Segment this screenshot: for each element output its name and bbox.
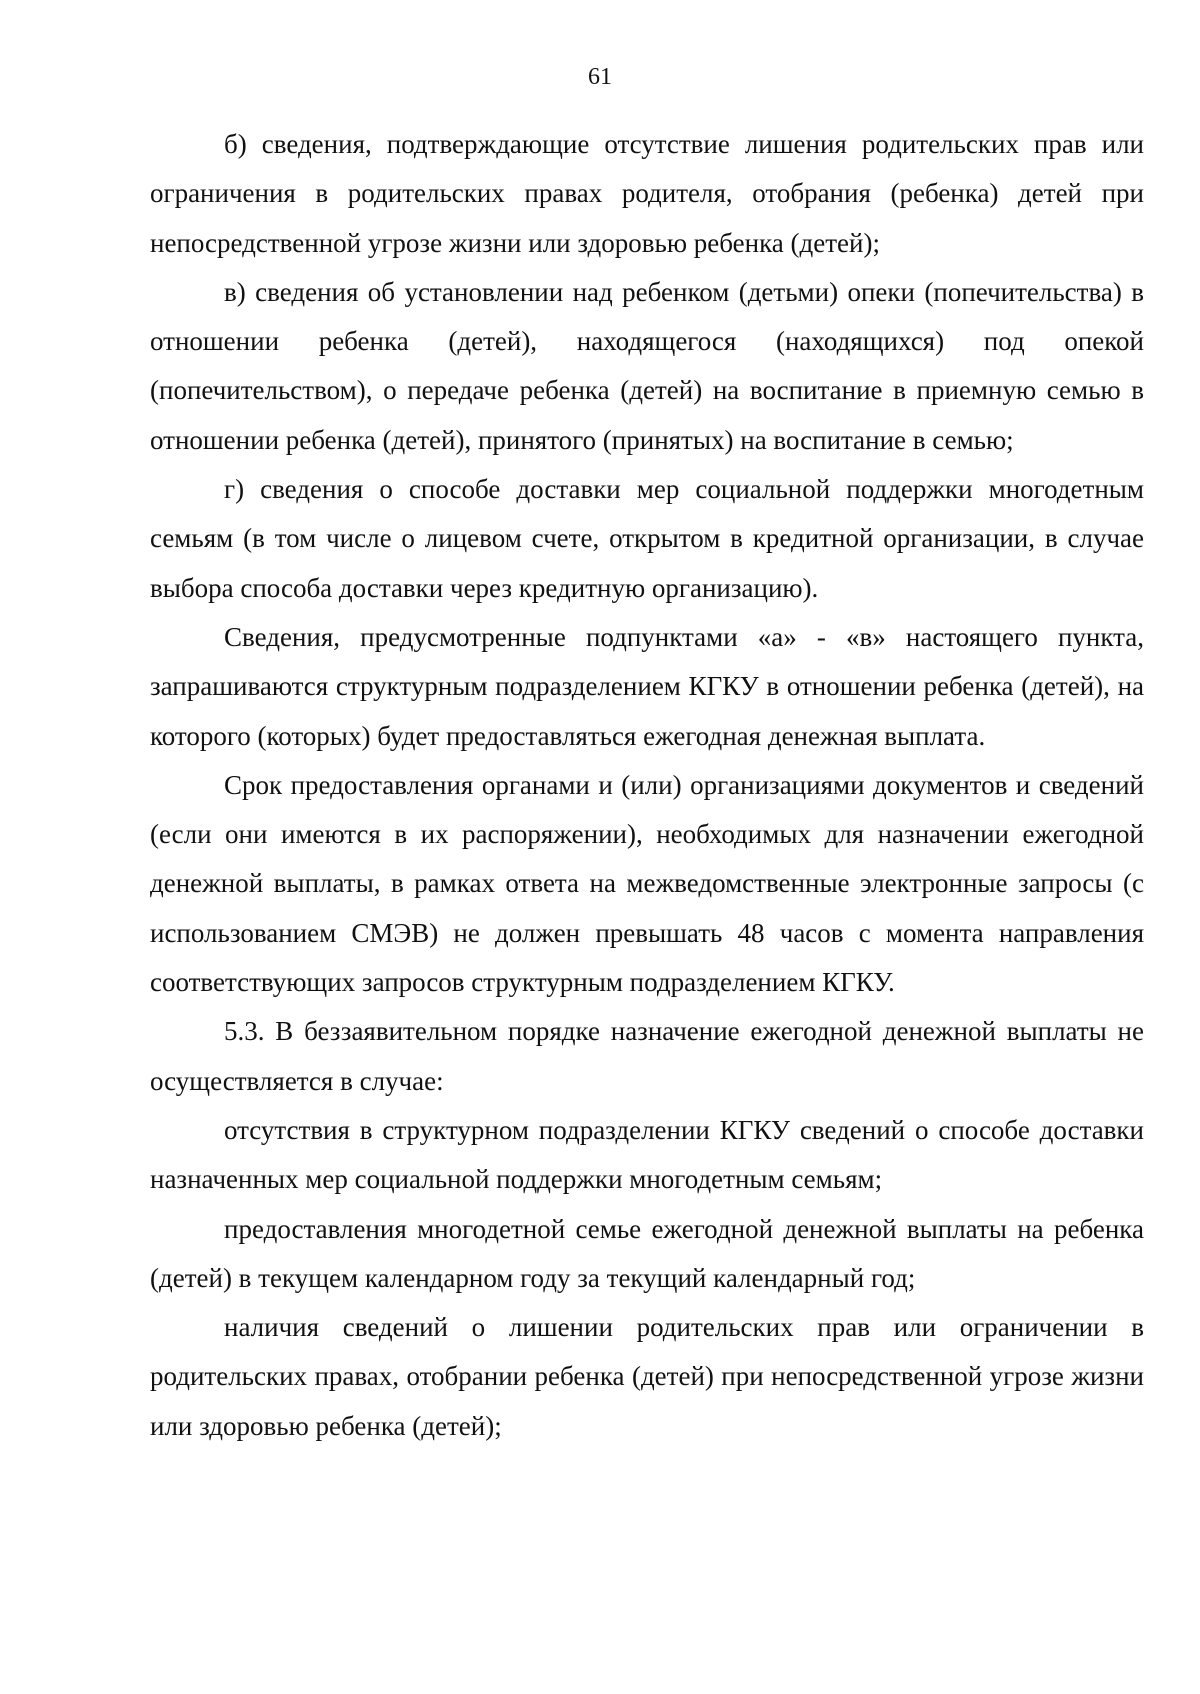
document-body — [150, 120, 1144, 1451]
paragraph-deprivation: наличия сведений о лишении родительских прав или ограничении в родительских правах, отобрании ребенка (детей) при непосредственной угрозе жизни или здоровью ребенка (детей); — [150, 1312, 1144, 1441]
paragraph-b: б) сведения, подтверждающие отсутствие лишения родительских прав или ограничения в родительских правах родителя, отобрания (ребенка) детей при непосредственной угрозе жизни или здоровью ребенка (детей); — [150, 129, 1144, 258]
paragraph-v: в) сведения об установлении над ребенком (детьми) опеки (попечительства) в отношении ребенка (детей), находящегося (находящихся) под опекой (попечительством), о передаче ребенка (детей) на воспитание в приемную семью в отношении ребенка (детей), принятого (принятых) на воспитание в семью; — [150, 276, 1144, 455]
paragraph-5-3: 5.3. В беззаявительном порядке назначение ежегодной денежной выплаты не осуществляется в случае: — [150, 1016, 1144, 1096]
paragraph-absence: отсутствия в структурном подразделении КГКУ сведений о способе доставки назначенных мер социальной поддержки многодетным семьям; — [150, 1114, 1144, 1195]
paragraph-provision: предоставления многодетной семье ежегодной денежной выплаты на ребенка (детей) в текущем календарном году за текущий календарный год; — [150, 1213, 1144, 1293]
paragraph-requests: Сведения, предусмотренные подпунктами «а» - «в» настоящего пункта, запрашиваются структурным подразделением КГКУ в отношении ребенка (детей), на которого (которых) будет предоставляться ежегодная денежная выплата. — [150, 621, 1144, 751]
paragraph-deadline: Срок предоставления органами и (или) организациями документов и сведений (если они имеются в их распоряжении), необходимых для назначении ежегодной денежной выплаты, в рамках ответа на межведомственные электронные запросы (с использованием СМЭВ) не должен превышать 48 часов с момента направления соответствующих запросов структурным подразделением КГКУ. — [150, 769, 1144, 998]
page-number: 61 — [588, 64, 612, 90]
paragraph-g: г) сведения о способе доставки мер социальной поддержки многодетным семьям (в том числе о лицевом счете, открытом в кредитной организации, в случае выбора способа доставки через кредитную организацию). — [150, 474, 1144, 603]
